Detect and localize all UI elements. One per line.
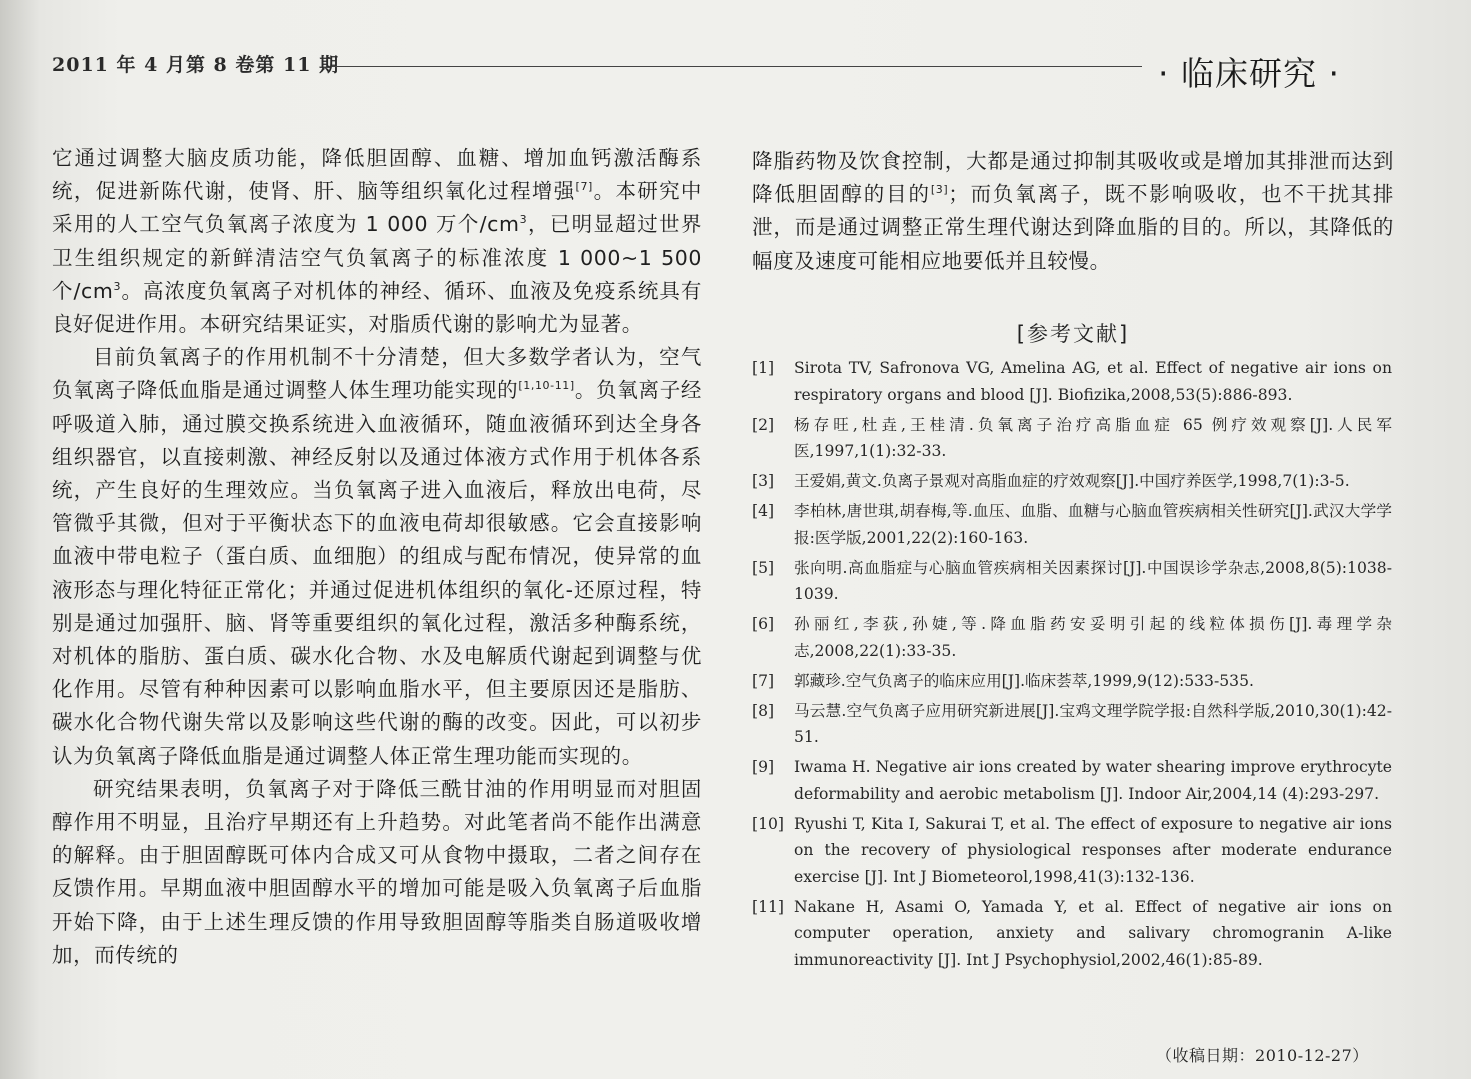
left-paragraph-1: 它通过调整大脑皮质功能，降低胆固醇、血糖、增加血钙激活酶系统，促进新陈代谢，使肾、肝、脑等组织氧化过程增强[7]。本研究中采用的人工空气负氧离子浓度为 1 000 万个$/cm^3$，已明显超过世界卫生组织规定的新鲜清洁空气负氧离子的标准浓度 1 000~1 500 个$/cm^3$。高浓度负氧离子对机体的神经、循环、血液及免疫系统具有良好促进作用。本研究结果证实，对脂质代谢的影响尤为显著。	[52, 146, 703, 337]
reference-item: [3] 王爱娟,黄文.负离子景观对高脂血症的疗效观察[J].中国疗养医学,1998,7(1):3-5.	[752, 472, 1350, 490]
reference-item: [5] 张向明.高血脂症与心脑血管疾病相关因素探讨[J].中国误诊学杂志,2008,8(5):1038-1039.	[752, 558, 1392, 603]
citation: [7]	[575, 180, 593, 194]
citation: [1,10-11]	[518, 379, 575, 393]
superscript: 3	[519, 213, 528, 227]
left-column	[52, 142, 702, 972]
reference-item: [11] Nakane H, Asami O, Yamada Y, et al. Effect of negative air ions on computer operation, anxiety and salivary chromogranin A-like immunoreactivity [J]. Int J Psychophysiol,2002,46(1):85-89.	[752, 897, 1392, 969]
reference-item: [7] 郭藏珍.空气负离子的临床应用[J].临床荟萃,1999,9(12):533-535.	[752, 671, 1254, 690]
reference-item: [9] Iwama H. Negative air ions created by water shearing improve erythrocyte deformability and aerobic metabolism [J]. Indoor Air,2004,14 (4):293-297.	[752, 758, 1392, 803]
section-title: · 临床研究 ·	[1158, 54, 1340, 93]
references-heading: [参考文献]	[1016, 322, 1130, 346]
reference-item: [2] 杨存旺,杜垚,王桂清.负氧离子治疗高脂血症 65 例疗效观察[J].人民军医,1997,1(1):32-33.	[752, 415, 1392, 460]
superscript: 3	[113, 279, 122, 293]
reference-item: [1] Sirota TV, Safronova VG, Amelina AG, et al. Effect of negative air ions on respiratory organs and blood [J]. Biofizika,2008,53(5):886-893.	[752, 359, 1392, 404]
reference-item: [10] Ryushi T, Kita I, Sakurai T, et al. The effect of exposure to negative air ions on the recovery of physiological responses after moderate endurance exercise [J]. Int J Biometeorol,1998,41(3):132-136.	[752, 814, 1392, 886]
citation: [3]	[930, 183, 949, 197]
right-column-text	[752, 145, 1394, 278]
reference-list	[752, 355, 1392, 977]
received-date: （收稿日期：2010-12-27）	[1156, 1046, 1369, 1065]
left-paragraph-2: 目前负氧离子的作用机制不十分清楚，但大多数学者认为，空气负氧离子降低血脂是通过调整人体生理功能实现的[1,10-11]。负氧离子经呼吸道入肺，通过膜交换系统进入血液循环，随血液循环到达全身各组织器官，以直接刺激、神经反射以及通过体液方式作用于机体各系统，产生良好的生理效应。当负氧离子进入血液后，释放出电荷，尽管微乎其微，但对于平衡状态下的血液电荷却很敏感。它会直接影响血液中带电粒子（蛋白质、血细胞）的组成与配布情况，使异常的血液形态与理化特征正常化；并通过促进机体组织的氧化-还原过程，特别是通过加强肝、脑、肾等重要组织的氧化过程，激活多种酶系统，对机体的脂肪、蛋白质、碳水化合物、水及电解质代谢起到调整与优化作用。尽管有种种因素可以影响血脂水平，但主要原因还是脂肪、碳水化合物代谢失常以及影响这些代谢的酶的改变。因此，可以初步认为负氧离子降低血脂是通过调整人体正常生理功能而实现的。	[52, 345, 702, 768]
left-paragraph-3: 研究结果表明，负氧离子对于降低三酰甘油的作用明显而对胆固醇作用不明显，且治疗早期还有上升趋势。对此笔者尚不能作出满意的解释。由于胆固醇既可体内合成又可从食物中摄取，二者之间存在反馈作用。早期血液中胆固醇水平的增加可能是吸入负氧离子后血脂开始下降，由于上述生理反馈的作用导致胆固醇等脂类自肠道吸收增加，而传统的	[52, 776, 702, 967]
right-paragraph-1: 降脂药物及饮食控制，大都是通过抑制其吸收或是增加其排泄而达到降低胆固醇的目的[3]；而负氧离子，既不影响吸收，也不干扰其排泄，而是通过调整正常生理代谢达到降血脂的目的。所以，其降低的幅度及速度可能相应地要低并且较慢。	[752, 149, 1395, 273]
journal-issue: 2011 年 4 月第 8 卷第 11 期	[52, 54, 340, 76]
reference-item: [6] 孙丽红,李荻,孙婕,等.降血脂药安妥明引起的线粒体损伤[J].毒理学杂志,2008,22(1):33-35.	[752, 615, 1392, 660]
header-rule	[332, 66, 1142, 67]
reference-item: [8] 马云慧.空气负离子应用研究新进展[J].宝鸡文理学院学报:自然科学版,2010,30(1):42-51.	[752, 701, 1392, 746]
reference-item: [4] 李柏林,唐世琪,胡春梅,等.血压、血脂、血糖与心脑血管疾病相关性研究[J].武汉大学学报:医学版,2001,22(2):160-163.	[752, 502, 1392, 547]
